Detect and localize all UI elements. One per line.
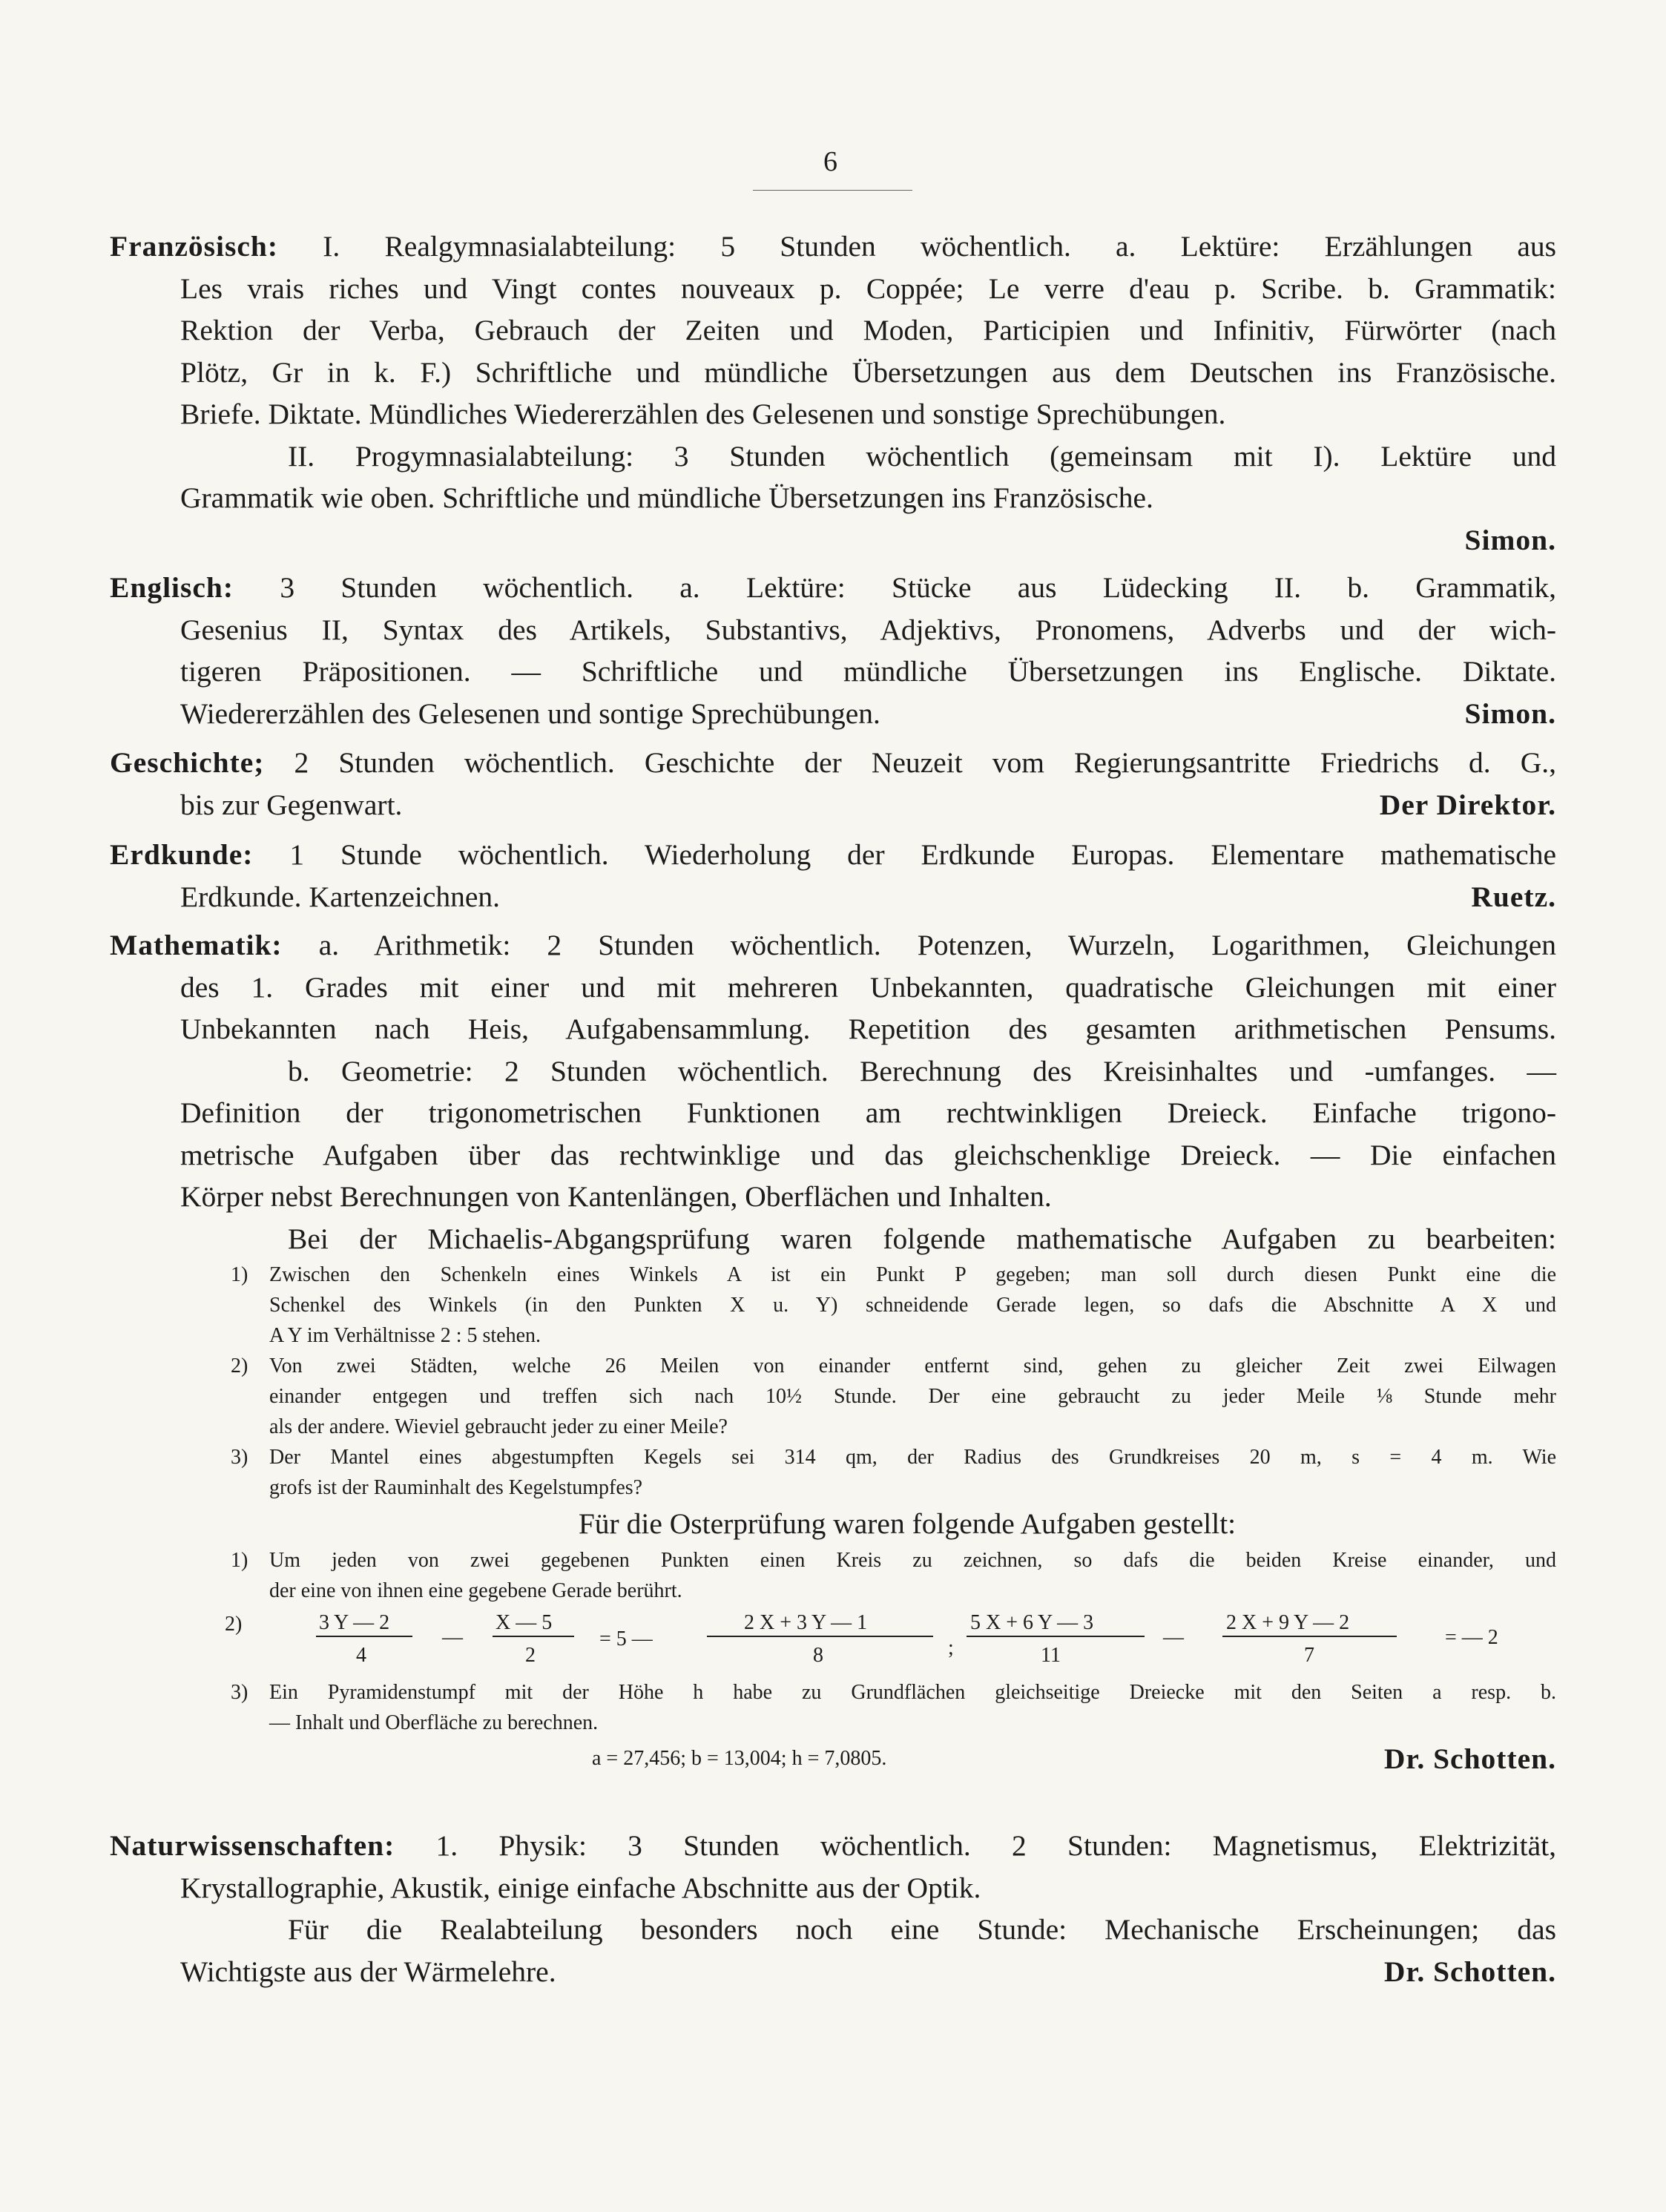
operator: = 5 — — [599, 1627, 653, 1650]
text-line: Erdkunde. Kartenzeichnen. — [180, 880, 501, 913]
operator: — — [442, 1625, 463, 1649]
heading-franzoesisch: Französisch: — [110, 230, 279, 263]
text-line: des 1. Grades mit einer und mit mehreren Unbekannten, quadratische Gleichungen mit einer — [180, 970, 1556, 1004]
text-line: grofs ist der Rauminhalt des Kegelstumpfes? — [269, 1476, 643, 1499]
text-line: bis zur Gegenwart. — [180, 788, 403, 821]
enum-number: 2) — [225, 1612, 243, 1636]
text-line: Grammatik wie oben. Schriftliche und mündliche Übersetzungen ins Französische. — [180, 481, 1153, 514]
separator: ; — [948, 1636, 954, 1659]
fraction-numerator: 2 X + 9 Y — 2 — [1226, 1610, 1350, 1634]
michaelis-problems — [110, 1260, 1556, 1503]
text-line: b. Geometrie: 2 Stunden wöchentlich. Berechnung des Kreisinhaltes und -umfanges. — — [288, 1054, 1556, 1087]
fraction-numerator: 3 Y — 2 — [319, 1610, 390, 1634]
signature: Ruetz. — [1471, 880, 1556, 913]
signature: Simon. — [1464, 697, 1556, 730]
section-englisch — [110, 567, 1556, 734]
text-line: als der andere. Wieviel gebraucht jeder zu einer Meile? — [269, 1415, 728, 1438]
heading-englisch: Englisch: — [110, 571, 234, 604]
fraction-denominator: 7 — [1304, 1643, 1314, 1667]
text-line: Körper nebst Berechnungen von Kantenlängen, Oberflächen und Inhalten. — [180, 1180, 1052, 1213]
text-line: 1. Physik: 3 Stunden wöchentlich. 2 Stunden: Magnetismus, Elektrizität, — [435, 1829, 1557, 1862]
signature: Simon. — [1464, 523, 1556, 556]
text-line: Plötz, Gr in k. F.) Schriftliche und mündliche Übersetzungen aus dem Deutschen ins Französische. — [180, 355, 1556, 389]
text-line: Unbekannten nach Heis, Aufgabensammlung. Repetition des gesamten arithmetischen Pensums. — [180, 1013, 1556, 1045]
heading-naturwissenschaften: Naturwissenschaften: — [110, 1829, 395, 1862]
section-naturwissenschaften — [110, 1825, 1556, 1992]
section-franzoesisch — [110, 226, 1556, 561]
text-line: II. Progymnasialabteilung: 3 Stunden wöchentlich (gemeinsam mit I). Lektüre und — [288, 439, 1556, 473]
text-line: a. Arithmetik: 2 Stunden wöchentlich. Potenzen, Wurzeln, Logarithmen, Gleichungen — [318, 929, 1556, 961]
text-line: tigeren Präpositionen. — Schriftliche und mündliche Übersetzungen ins Englische. Diktate. — [180, 655, 1556, 688]
operator: — — [1163, 1625, 1184, 1649]
enum-number: 3) — [231, 1680, 248, 1704]
heading-mathematik: Mathematik: — [110, 929, 283, 961]
text-line: einander entgegen und treffen sich nach 10½ Stunde. Der eine gebraucht zu jeder Meile ⅛ Stunde mehr — [269, 1385, 1556, 1408]
signature: Dr. Schotten. — [1383, 1742, 1556, 1775]
fraction-numerator: X — 5 — [495, 1610, 553, 1634]
text-line: A Y im Verhältnisse 2 : 5 stehen. — [269, 1324, 541, 1347]
text-line: der eine von ihnen eine gegebene Gerade berührt. — [269, 1579, 682, 1602]
text-line: I. Realgymnasialabteilung: 5 Stunden wöchentlich. a. Lektüre: Erzählungen aus — [323, 230, 1557, 263]
text-line: Gesenius II, Syntax des Artikels, Substantivs, Adjektivs, Pronomens, Adverbs und der wich- — [180, 613, 1556, 646]
equation-system — [110, 1606, 1556, 1677]
given-values: a = 27,456; b = 13,004; h = 7,0805. — [592, 1746, 887, 1770]
fraction-numerator: 5 X + 6 Y — 3 — [970, 1610, 1094, 1634]
text-line: Wichtigste aus der Wärmelehre. — [180, 1955, 556, 1988]
text-line: Rektion der Verba, Gebrauch der Zeiten und Moden, Participien und Infinitiv, Fürwörter (nach — [180, 314, 1556, 346]
enum-number: 2) — [231, 1354, 248, 1377]
fraction-bar — [316, 1636, 412, 1637]
operator: = — 2 — [1445, 1625, 1498, 1649]
fraction-bar — [1222, 1636, 1397, 1637]
text-line: Der Mantel eines abgestumpften Kegels sei 314 qm, der Radius des Grundkreises 20 m, s = 4 m. Wie — [269, 1446, 1556, 1469]
section-mathematik — [110, 924, 1556, 1780]
fraction-denominator: 4 — [356, 1643, 366, 1667]
fraction-denominator: 11 — [1041, 1643, 1061, 1667]
section-erdkunde — [110, 834, 1556, 918]
heading-erdkunde: Erdkunde: — [110, 838, 254, 871]
fraction-denominator: 8 — [813, 1643, 823, 1667]
text-line: Krystallographie, Akustik, einige einfache Abschnitte aus der Optik. — [180, 1871, 981, 1904]
text-line: Les vrais riches und Vingt contes nouveaux p. Coppée; Le verre d'eau p. Scribe. b. Grammatik: — [180, 271, 1556, 305]
text-line: Um jeden von zwei gegebenen Punkten einen Kreis zu zeichnen, so dafs die beiden Kreise einander, und — [269, 1548, 1556, 1572]
section-geschichte — [110, 742, 1556, 826]
text-line: Zwischen den Schenkeln eines Winkels A ist ein Punkt P gegeben; man soll durch diesen Punkt eine die — [269, 1263, 1556, 1286]
text-line: Für die Realabteilung besonders noch eine Stunde: Mechanische Erscheinungen; das — [288, 1913, 1556, 1946]
text-line: Schenkel des Winkels (in den Punkten X u. Y) schneidende Gerade legen, so dafs die Abschnitte A X und — [269, 1294, 1556, 1317]
text-line: 2 Stunden wöchentlich. Geschichte der Neuzeit vom Regierungsantritte Friedrichs d. G., — [294, 746, 1557, 779]
text-line: Wiedererzählen des Gelesenen und sontige Sprechübungen. — [180, 697, 880, 730]
fraction-bar — [493, 1636, 574, 1637]
page-number-rule — [753, 190, 912, 191]
enum-number: 1) — [231, 1263, 248, 1286]
fraction-bar — [967, 1636, 1145, 1637]
enum-number: 1) — [231, 1548, 248, 1572]
signature: Der Direktor. — [1379, 788, 1556, 821]
page-number: 6 — [823, 146, 837, 177]
signature: Dr. Schotten. — [1383, 1955, 1556, 1988]
text-line: 1 Stunde wöchentlich. Wiederholung der Erdkunde Europas. Elementare mathematische — [289, 838, 1556, 871]
heading-geschichte: Geschichte; — [110, 746, 265, 779]
text-line: Briefe. Diktate. Mündliches Wiedererzählen des Gelesenen und sonstige Sprechübungen. — [180, 398, 1226, 430]
text-line: Für die Osterprüfung waren folgende Aufgaben gestellt: — [578, 1507, 1237, 1540]
oster-problems — [110, 1545, 1556, 1738]
text-line: 3 Stunden wöchentlich. a. Lektüre: Stücke aus Lüdecking II. b. Grammatik, — [280, 571, 1557, 604]
text-line: Von zwei Städten, welche 26 Meilen von einander entfernt sind, gehen zu gleicher Zeit zwei Eilwagen — [269, 1354, 1556, 1377]
text-line: Bei der Michaelis-Abgangsprüfung waren folgende mathematische Aufgaben zu bearbeiten: — [288, 1222, 1556, 1255]
fraction-denominator: 2 — [525, 1643, 536, 1667]
text-line: metrische Aufgaben über das rechtwinklige und das gleichschenklige Dreieck. — Die einfachen — [180, 1138, 1556, 1171]
text-line: — Inhalt und Oberfläche zu berechnen. — [269, 1711, 599, 1734]
fraction-bar — [707, 1636, 933, 1637]
fraction-numerator: 2 X + 3 Y — 1 — [744, 1610, 868, 1634]
enum-number: 3) — [231, 1446, 248, 1469]
text-line: Ein Pyramidenstumpf mit der Höhe h habe zu Grundflächen gleichseitige Dreiecke mit den Seiten a resp. b. — [269, 1680, 1556, 1704]
text-line: Definition der trigonometrischen Funktionen am rechtwinkligen Dreieck. Einfache trigono- — [180, 1096, 1556, 1129]
